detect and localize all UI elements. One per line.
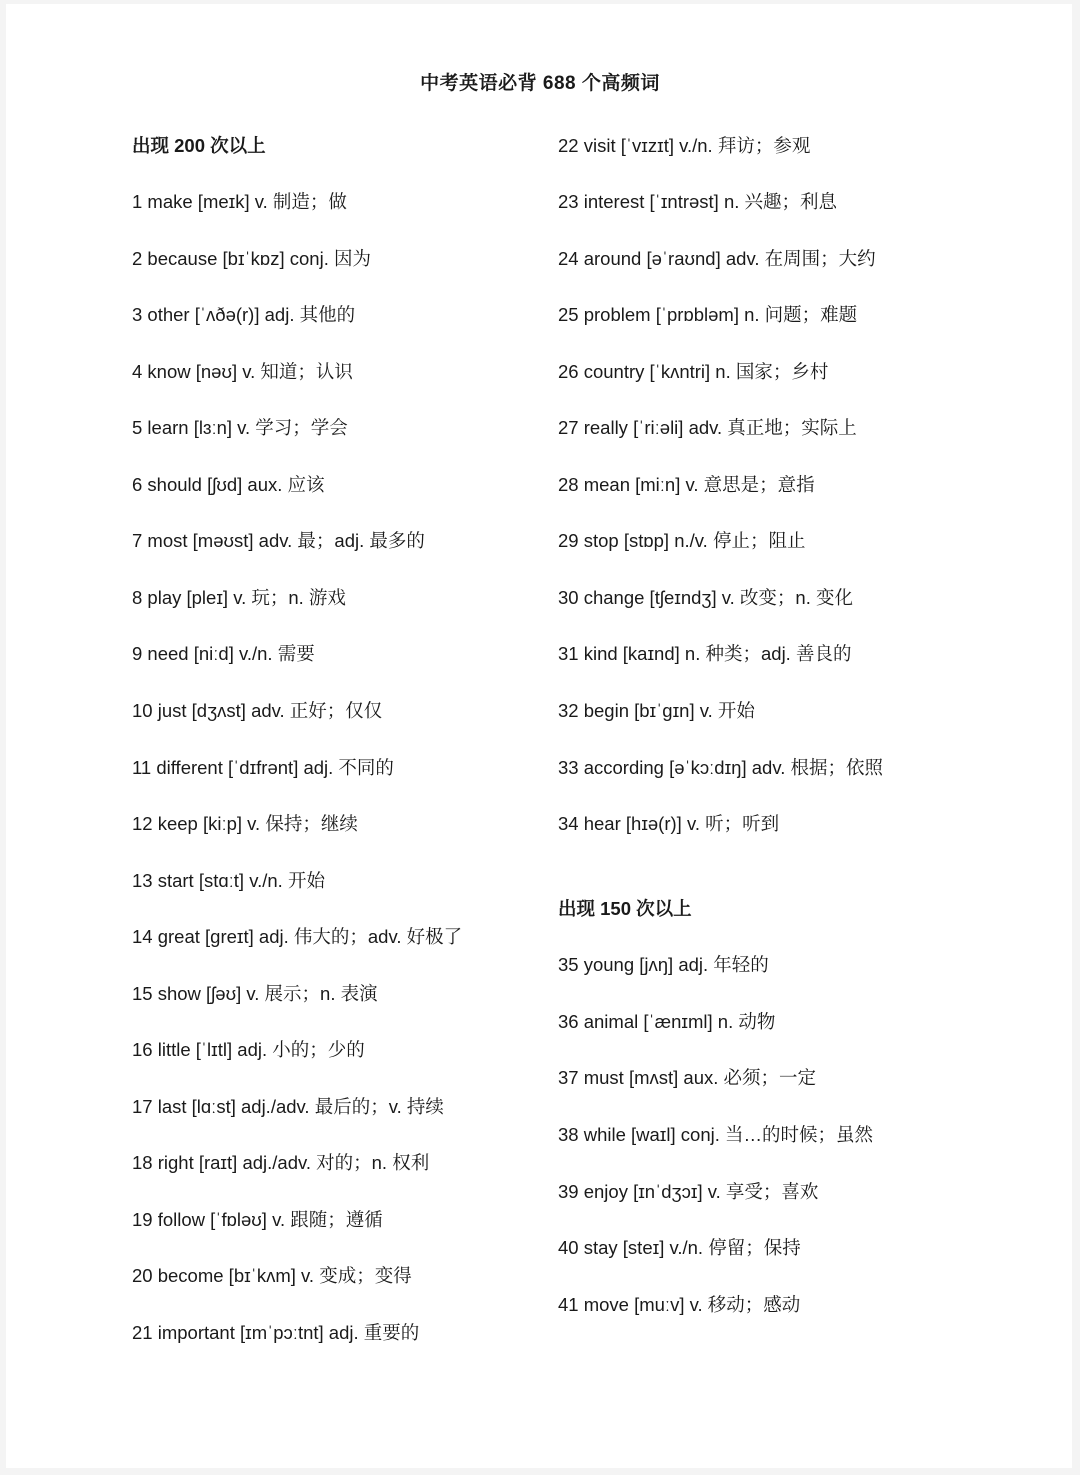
- word-entry: 21 important [ɪmˈpɔːtnt] adj. 重要的: [132, 1322, 420, 1343]
- word-entry: 30 change [tʃeɪndʒ] v. 改变；n. 变化: [558, 587, 853, 608]
- word-entry: 14 great [greɪt] adj. 伟大的；adv. 好极了: [132, 926, 463, 947]
- word-entry: 23 interest [ˈɪntrəst] n. 兴趣；利息: [558, 191, 838, 212]
- word-entry: 19 follow [ˈfɒləʊ] v. 跟随；遵循: [132, 1209, 383, 1230]
- word-entry: 39 enjoy [ɪnˈdʒɔɪ] v. 享受；喜欢: [558, 1181, 819, 1202]
- word-entry: 31 kind [kaɪnd] n. 种类；adj. 善良的: [558, 643, 852, 664]
- word-entry: 32 begin [bɪˈgɪn] v. 开始: [558, 700, 755, 721]
- word-entry: 5 learn [lɜːn] v. 学习；学会: [132, 417, 348, 438]
- word-entry: 7 most [məʊst] adv. 最；adj. 最多的: [132, 530, 425, 551]
- word-entry: 15 show [ʃəʊ] v. 展示；n. 表演: [132, 983, 378, 1004]
- word-entry: 24 around [əˈraʊnd] adv. 在周围；大约: [558, 248, 876, 269]
- word-entry: 9 need [niːd] v./n. 需要: [132, 643, 315, 664]
- word-entry: 3 other [ˈʌðə(r)] adj. 其他的: [132, 304, 356, 325]
- word-entry: 12 keep [kiːp] v. 保持；继续: [132, 813, 358, 834]
- section-heading: 出现 200 次以上: [132, 135, 266, 156]
- word-entry: 35 young [jʌŋ] adj. 年轻的: [558, 954, 769, 975]
- word-entry: 25 problem [ˈprɒbləm] n. 问题；难题: [558, 304, 858, 325]
- word-entry: 34 hear [hɪə(r)] v. 听；听到: [558, 813, 780, 834]
- word-entry: 16 little [ˈlɪtl] adj. 小的；少的: [132, 1039, 365, 1060]
- word-entry: 41 move [muːv] v. 移动；感动: [558, 1294, 801, 1315]
- word-entry: 36 animal [ˈænɪml] n. 动物: [558, 1011, 776, 1032]
- word-entry: 27 really [ˈriːəli] adv. 真正地；实际上: [558, 417, 857, 438]
- word-entry: 40 stay [steɪ] v./n. 停留；保持: [558, 1237, 801, 1258]
- word-entry: 22 visit [ˈvɪzɪt] v./n. 拜访；参观: [558, 135, 811, 156]
- word-entry: 11 different [ˈdɪfrənt] adj. 不同的: [132, 757, 394, 778]
- word-entry: 29 stop [stɒp] n./v. 停止；阻止: [558, 530, 806, 551]
- document-page: [6, 4, 1072, 1468]
- word-entry: 17 last [lɑːst] adj./adv. 最后的；v. 持续: [132, 1096, 444, 1117]
- word-entry: 28 mean [miːn] v. 意思是；意指: [558, 474, 815, 495]
- word-entry: 10 just [dʒʌst] adv. 正好；仅仅: [132, 700, 383, 721]
- section-heading: 出现 150 次以上: [558, 898, 692, 919]
- word-entry: 20 become [bɪˈkʌm] v. 变成；变得: [132, 1265, 412, 1286]
- word-entry: 8 play [pleɪ] v. 玩；n. 游戏: [132, 587, 346, 608]
- word-entry: 13 start [stɑːt] v./n. 开始: [132, 870, 325, 891]
- word-entry: 6 should [ʃʊd] aux. 应该: [132, 474, 325, 495]
- word-entry: 33 according [əˈkɔːdɪŋ] adv. 根据；依照: [558, 757, 883, 778]
- document-title: 中考英语必背 688 个高频词: [420, 73, 660, 94]
- word-entry: 1 make [meɪk] v. 制造；做: [132, 191, 347, 212]
- word-entry: 18 right [raɪt] adj./adv. 对的；n. 权利: [132, 1152, 430, 1173]
- word-entry: 2 because [bɪˈkɒz] conj. 因为: [132, 248, 371, 269]
- word-entry: 4 know [nəʊ] v. 知道；认识: [132, 361, 353, 382]
- word-entry: 38 while [waɪl] conj. 当…的时候；虽然: [558, 1124, 873, 1145]
- word-entry: 26 country [ˈkʌntri] n. 国家；乡村: [558, 361, 829, 382]
- word-entry: 37 must [mʌst] aux. 必须；一定: [558, 1067, 817, 1088]
